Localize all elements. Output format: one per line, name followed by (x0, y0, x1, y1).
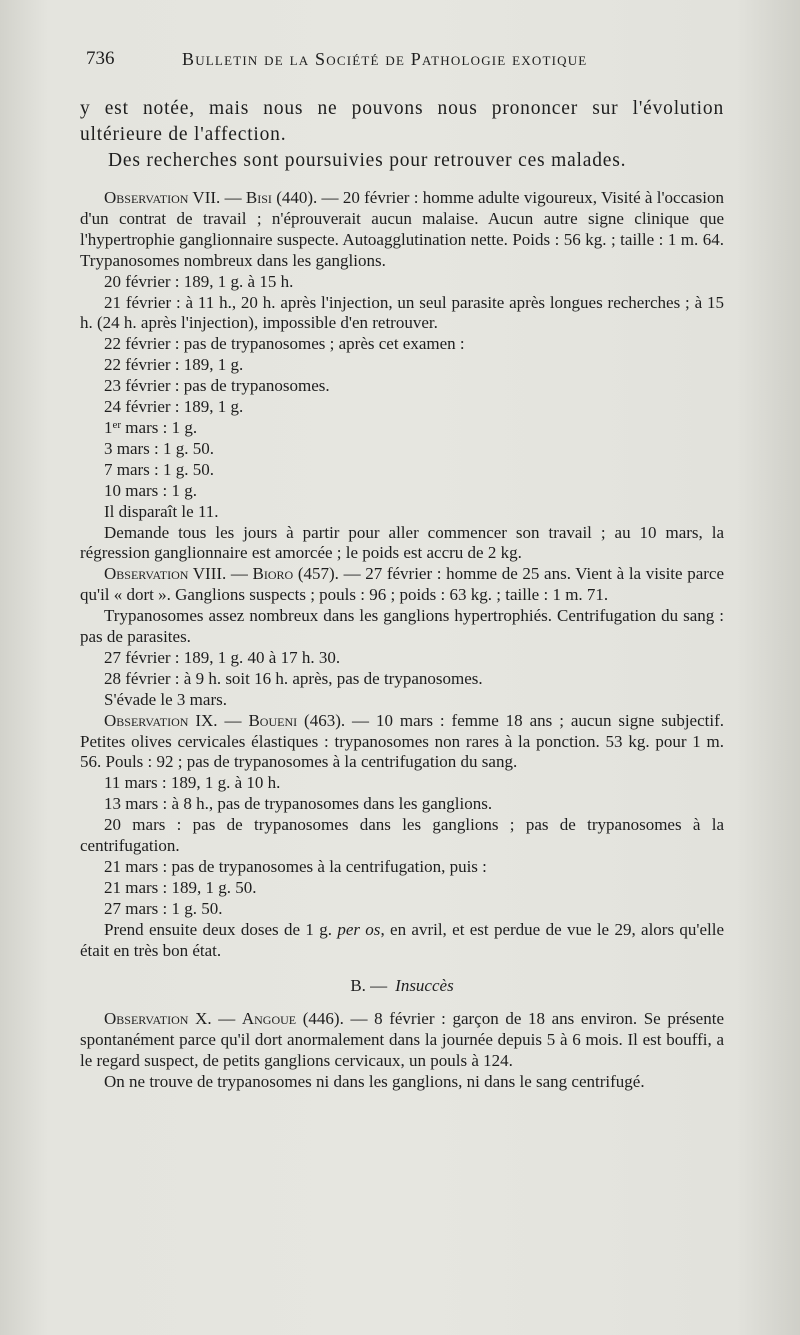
observation-entry: 28 février : à 9 h. soit 16 h. après, pas de trypanosomes. (104, 668, 483, 688)
patient-name: Bisi (245, 188, 272, 207)
entry-text: , en avril, et est perdue de vue le 29, alors qu'elle était en très bon état. (80, 919, 725, 960)
patient-name: Bioro (252, 564, 294, 584)
observation-text: (463). — 10 mars : femme 18 ans ; aucun signe subjectif. Petites olives cervicales élastiques : trypanosomes non rares à la ponction. 53 kg. pour 1 m. 56. Pouls : 92 ; pas de trypanosomes à la centrifugation du sang. (80, 710, 724, 772)
observation-entry: 13 mars : à 8 h., pas de trypanosomes dans les ganglions. (104, 794, 493, 814)
section-letter: B. — (350, 975, 388, 995)
observation-8-intro: Observation VIII. — Bioro (457). — 27 février : homme de 25 ans. Vient à la visite parce qu'il « dort ». Ganglions suspects ; pouls : 96 ; poids : 63 kg. ; taille : 1 m. 71. (80, 564, 724, 605)
observation-entry: 7 mars : 1 g. 50. (104, 459, 215, 479)
observation-10-intro: Observation X. — Angoue (446). — 8 février : garçon de 18 ans environ. Se présente spontanément parce qu'il dort anormalement dans la journée depuis 5 à 6 mois. Il est bouffi, a le regard suspect, de petits ganglions cervicaux, un pouls à 124. (80, 1009, 724, 1071)
observation-text: (440). — 20 février : homme adulte vigoureux, Visité à l'occasion d'un contrat de travail ; n'éprouverait aucun malaise. Aucun autre signe clinique que l'hypertrophie ganglionnaire suspecte. Autoagglutination nette. Poids : 56 kg. ; taille : 1 m. 64. Trypanosomes nombreux dans les ganglions. (80, 188, 725, 270)
observation-9-intro: Observation IX. — Boueni (463). — 10 mars : femme 18 ans ; aucun signe subjectif. Petites olives cervicales élastiques : trypanosomes non rares à la ponction. 53 kg. pour 1 m. 56. Pouls : 92 ; pas de trypanosomes à la centrifugation du sang. (80, 710, 724, 772)
observation-text: (457). — 27 février : homme de 25 ans. Vient à la visite parce qu'il « dort ». Ganglions suspects ; pouls : 96 ; poids : 63 kg. ; taille : 1 m. 71. (80, 564, 724, 605)
observation-label: Observation X. (104, 1009, 212, 1029)
ordinal-suffix: er (112, 418, 122, 431)
intro-paragraphs (80, 96, 724, 174)
observation-entry: 20 février : 189, 1 g. à 15 h. (104, 271, 294, 291)
observation-entry: Demande tous les jours à partir pour aller commencer son travail ; au 10 mars, la régression ganglionnaire est amorcée ; le poids est accru de 2 kg. (80, 522, 724, 563)
entry-text: mars : 1 g. (121, 417, 198, 437)
observation-entry: 24 février : 189, 1 g. (104, 397, 244, 417)
page-number: 736 (86, 48, 115, 69)
observation-entry: 22 février : 189, 1 g. (104, 355, 244, 375)
observation-entry: S'évade le 3 mars. (104, 689, 227, 709)
patient-name: Angoue (241, 1009, 297, 1029)
observation-entry: Il disparaît le 11. (104, 501, 219, 521)
observation-entry: 20 mars : pas de trypanosomes dans les ganglions ; pas de trypanosomes à la centrifugation. (80, 815, 724, 856)
intro-line-2: Des recherches sont poursuivies pour retrouver ces malades. (108, 150, 627, 171)
entry-text: Prend ensuite deux doses de 1 g. (104, 919, 338, 939)
observation-entry: 22 février : pas de trypanosomes ; après cet examen : (104, 334, 465, 354)
observation-entry: 27 mars : 1 g. 50. (104, 898, 223, 918)
observation-entry: 21 mars : 189, 1 g. 50. (104, 877, 257, 897)
observation-label: Observation VII. (104, 188, 221, 207)
patient-name: Boueni (248, 710, 298, 730)
observation-entry: 27 février : 189, 1 g. 40 à 17 h. 30. (104, 647, 341, 667)
observation-text: (446). — 8 février : garçon de 18 ans environ. Se présente spontanément parce qu'il dort anormalement dans la journée depuis 5 à 6 mois. Il est bouffi, a le regard suspect, de petits ganglions cervicaux, un pouls à 124. (80, 1009, 724, 1071)
observation-7-intro: Observation VII. — Bisi (440). — 20 février : homme adulte vigoureux, Visité à l'occasion d'un contrat de travail ; n'éprouverait aucun malaise. Aucun autre signe clinique que l'hypertrophie ganglionnaire suspecte. Autoagglutination nette. Poids : 56 kg. ; taille : 1 m. 64. Trypanosomes nombreux dans les ganglions. (80, 188, 725, 270)
observation-entry: 3 mars : 1 g. 50. (104, 438, 215, 458)
section-title: Insuccès (395, 975, 454, 995)
observation-entry: 21 mars : pas de trypanosomes à la centrifugation, puis : (104, 857, 487, 876)
observation-label: Observation VIII. (104, 564, 227, 584)
running-header (86, 48, 740, 78)
observation-entry (80, 920, 724, 962)
observations (80, 188, 724, 1093)
observation-entry: Trypanosomes assez nombreux dans les ganglions hypertrophiés. Centrifugation du sang : pas de parasites. (80, 606, 724, 647)
observation-entry: 21 février : à 11 h., 20 h. après l'injection, un seul parasite après longues recherches ; à 15 h. (24 h. après l'injection), impossible d'en retrouver. (80, 292, 724, 333)
observation-entry: On ne trouve de trypanosomes ni dans les ganglions, ni dans le sang centrifugé. (104, 1072, 645, 1092)
section-heading (80, 976, 724, 997)
entry-day: 1 (104, 417, 113, 437)
observation-entry (80, 418, 724, 439)
body-text (80, 96, 724, 1093)
observation-entry: 11 mars : 189, 1 g. à 10 h. (104, 773, 281, 793)
observation-label: Observation IX. (104, 710, 218, 730)
intro-line-1: y est notée, mais nous ne pouvons nous prononcer sur l'évolution ultérieure de l'affection. (80, 98, 724, 145)
observation-entry: 23 février : pas de trypanosomes. (104, 376, 330, 396)
journal-title: Bulletin de la Société de Pathologie exotique (182, 49, 588, 69)
observation-entry: 10 mars : 1 g. (104, 480, 198, 500)
entry-italic-text: per os (337, 919, 381, 939)
